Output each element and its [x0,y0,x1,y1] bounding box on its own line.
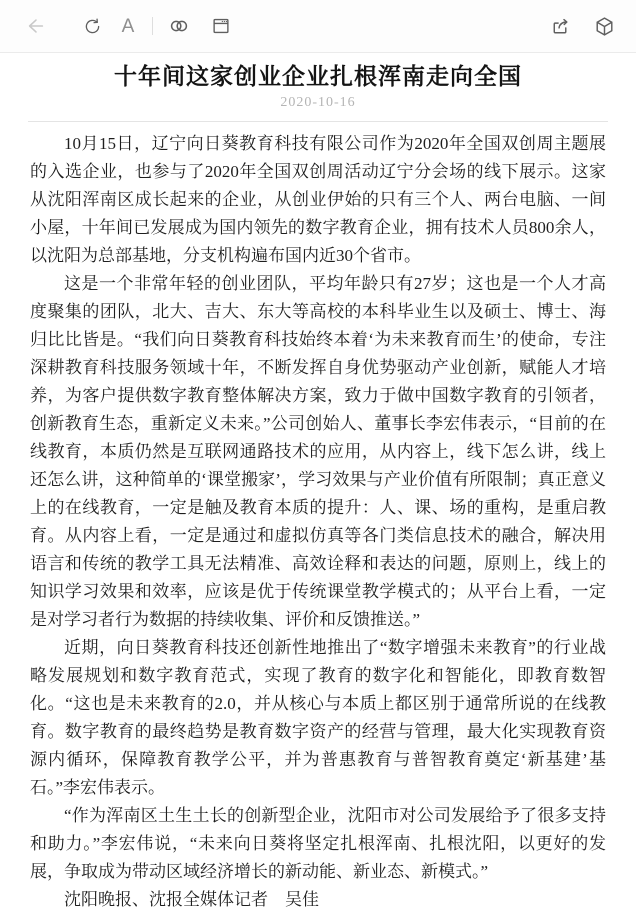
article-paragraph: “作为浑南区土生土长的创新型企业，沈阳市对公司发展给予了很多支持和助力。”李宏伟说，“未来向日葵将坚定扎根浑南、扎根沈阳，以更好的发展，争取成为带动区域经济增长的新动能、新业态、新模式。” [30,806,606,881]
refresh-button[interactable] [80,14,104,38]
article-date: 2020-10-16 [280,95,356,110]
article-body [0,122,636,886]
font-size-icon: A [121,15,135,37]
article-byline: 沈阳晚报、沈报全媒体记者 吴佳 [64,890,319,909]
toolbar-divider [152,17,153,35]
font-size-button[interactable] [116,14,140,38]
toolbar-right-group [548,14,616,38]
article-title: 十年间这家创业企业扎根浑南走向全国 [114,64,522,89]
article-header [0,53,636,111]
cube-icon [593,15,616,38]
article-paragraph: 这是一个非常年轻的创业团队，平均年龄只有27岁；这也是一个人才高度聚集的团队，北大、吉大、东大等高校的本科毕业生以及硕士、博士、海归比比皆是。“我们向日葵教育科技始终本着‘为未来教育而生’的使命，专注深耕教育科技服务领域十年，不断发挥自身优势驱动产业创新，赋能人才培养，为客户提供数字教育整体解决方案，致力于做中国数字教育的引领者，创新教育生态，重新定义未来。”公司创始人、董事长李宏伟表示，“目前的在线教育，本质仍然是互联网通路技术的应用，从内容上，线下怎么讲，线上还怎么讲，这种简单的‘课堂搬家’，学习效果与产业价值有所限制；真正意义上的在线教育，一定是触及教育本质的提升：人、课、场的重构，是重启教育。从内容上看，一定是通过和虚拟仿真等各门类信息技术的融合，解决用语言和传统的教学工具无法精准、高效诠释和表达的问题，原则上，线上的知识学习效果和效率，应该是优于传统课堂教学模式的；从平台上看，一定是对学习者行为数据的持续收集、评价和反馈推送。” [30,274,606,629]
toolbar [0,0,636,53]
reader-view-icon [210,15,232,37]
refresh-icon [82,16,103,37]
link-icon [167,14,191,38]
reader-view-button[interactable] [209,14,233,38]
share-icon [549,15,572,38]
share-button[interactable] [548,14,572,38]
article-paragraph: 10月15日，辽宁向日葵教育科技有限公司作为2020年全国双创周主题展的入选企业，也参与了2020年全国双创周活动辽宁分会场的线下展示。这家从沈阳浑南区成长起来的企业，从创业伊始的只有三个人、两台电脑、一间小屋，十年间已发展成为国内领先的数字教育企业，拥有技术人员800余人，以沈阳为总部基地，分支机构遍布国内近30个省市。 [30,134,606,265]
article-paragraph: 近期，向日葵教育科技还创新性地推出了“数字增强未来教育”的行业战略发展规划和数字教育范式，实现了教育的数字化和智能化，即教育数智化。“这也是未来教育的2.0，并从核心与本质上都区别于通常所说的在线教育。数字教育的最终趋势是教育数字资产的经营与管理，最大化实现教育资源内循环，保障教育教学公平，并为普惠教育与普智教育奠定‘新基建’基石。”李宏伟表示。 [30,638,606,797]
link-button[interactable] [167,14,191,38]
article-footer [0,886,636,914]
cube-button[interactable] [592,14,616,38]
back-button[interactable] [24,14,48,38]
back-icon [25,15,47,37]
